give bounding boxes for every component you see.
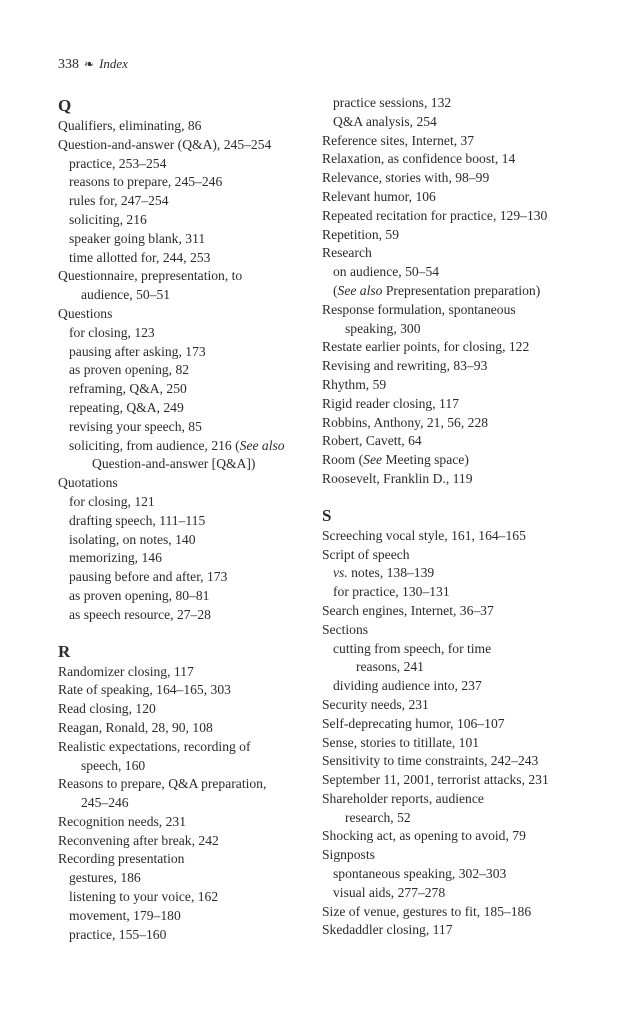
index-subentry: memorizing, 146 [69,550,162,566]
index-entry: Read closing, 120 [58,701,156,717]
index-entry: Security needs, 231 [322,696,429,712]
index-subentry: as proven opening, 82 [69,362,190,378]
index-subentry: as proven opening, 80–81 [69,587,210,603]
index-entry: Sections [322,621,369,637]
index-subentry: reasons to prepare, 245–246 [69,174,223,190]
index-entry: Reagan, Ronald, 28, 90, 108 [58,719,213,735]
index-entry: Restate earlier points, for closing, 122 [322,339,530,355]
index-subentry: rules for, 247–254 [69,193,169,209]
index-entry: Repeated recitation for practice, 129–130 [322,207,548,223]
index-subentry: pausing before and after, 173 [69,569,228,585]
index-entry-continuation: speech, 160 [81,757,146,773]
index-entry: Rate of speaking, 164–165, 303 [58,682,231,698]
index-entry: Recognition needs, 231 [58,813,186,829]
see-label: See [363,452,383,468]
index-entry: Randomizer closing, 117 [58,663,194,679]
index-subentry: (See also Prepresentation preparation) [333,282,541,298]
index-subentry: vs. notes, 138–139 [333,565,435,581]
index-entry: Search engines, Internet, 36–37 [322,602,494,618]
index-entry: Reasons to prepare, Q&A preparation, [58,776,267,792]
index-entry: Qualifiers, eliminating, 86 [58,118,202,133]
index-entry-continuation: 245–246 [81,795,129,811]
index-entry: Recording presentation [58,851,185,867]
index-subentry: gestures, 186 [69,870,141,886]
index-entry: Relevant humor, 106 [322,188,436,204]
index-entry: Reference sites, Internet, 37 [322,132,475,148]
section-letter-s: S [322,505,332,525]
index-subentry: time allotted for, 244, 253 [69,249,211,265]
index-entry: Sensitivity to time constraints, 242–243 [322,753,539,769]
index-subentry: reframing, Q&A, 250 [69,381,187,397]
index-entry: Screeching vocal style, 161, 164–165 [322,527,526,543]
index-entry: Shocking act, as opening to avoid, 79 [322,828,526,844]
fleuron-icon: ❧ [84,57,95,71]
index-entry: Self-deprecating humor, 106–107 [322,715,505,731]
see-also-label: See also [239,437,285,453]
index-subentry: for closing, 121 [69,493,155,509]
index-column-left [58,94,310,944]
index-entry-continuation: audience, 50–51 [81,287,171,303]
index-entry: Questionnaire, prepresentation, to [58,268,243,284]
index-entry: Signposts [322,847,375,863]
index-entry: Questions [58,305,113,321]
index-subentry: cutting from speech, for time [333,640,492,656]
index-entry-continuation: Question-and-answer [Q&A]) [92,456,256,472]
section-letter-q: Q [58,96,72,115]
index-subentry: practice, 155–160 [69,926,167,942]
index-entry-continuation: research, 52 [345,809,411,825]
index-subentry: on audience, 50–54 [333,264,440,280]
index-subentry: repeating, Q&A, 249 [69,399,184,415]
versus-label: vs. [333,565,348,581]
index-entry: Sense, stories to titillate, 101 [322,734,480,750]
index-subentry: pausing after asking, 173 [69,343,206,359]
index-entry: Quotations [58,475,118,491]
running-head [58,55,128,74]
index-entry: Script of speech [322,546,410,562]
index-entry: Room (See Meeting space) [322,452,469,468]
index-subentry: movement, 179–180 [69,907,181,923]
index-subentry: for practice, 130–131 [333,584,450,600]
index-subentry: revising your speech, 85 [69,418,202,434]
index-entry: Rhythm, 59 [322,376,387,392]
index-entry: Relevance, stories with, 98–99 [322,170,490,186]
index-entry: Rigid reader closing, 117 [322,395,459,411]
index-entry: Roosevelt, Franklin D., 119 [322,470,473,486]
index-entry-continuation: reasons, 241 [356,659,424,675]
see-also-label: See also [337,282,383,298]
index-entry: Robert, Cavett, 64 [322,433,422,449]
index-entry: Research [322,245,372,261]
index-subentry: as speech resource, 27–28 [69,606,211,622]
index-entry: Relaxation, as confidence boost, 14 [322,151,516,167]
index-subentry: isolating, on notes, 140 [69,531,196,547]
index-entry: Question-and-answer (Q&A), 245–254 [58,136,272,152]
index-entry: Robbins, Anthony, 21, 56, 228 [322,414,489,430]
index-subentry: speaker going blank, 311 [69,230,206,246]
index-entry: Response formulation, spontaneous [322,301,516,317]
index-subentry: spontaneous speaking, 302–303 [333,866,507,882]
index-subentry: soliciting, 216 [69,211,147,227]
index-entry: September 11, 2001, terrorist attacks, 231 [322,772,549,788]
index-entry: Revising and rewriting, 83–93 [322,358,488,374]
section-letter-r: R [58,641,71,661]
section-title: Index [99,56,128,71]
index-subentry: practice sessions, 132 [333,95,452,110]
index-subentry: for closing, 123 [69,324,155,340]
index-entry: Realistic expectations, recording of [58,738,251,754]
index-column-right [322,94,572,940]
index-entry: Reconvening after break, 242 [58,832,219,848]
index-subentry: soliciting, from audience, 216 (See also [69,437,285,453]
index-entry: Repetition, 59 [322,226,400,242]
page-number: 338 [58,57,79,72]
index-subentry: visual aids, 277–278 [333,884,446,900]
index-entry: Size of venue, gestures to fit, 185–186 [322,903,532,919]
index-entry: Skedaddler closing, 117 [322,922,453,938]
index-entry: Shareholder reports, audience [322,790,484,806]
index-subentry: practice, 253–254 [69,155,167,171]
index-subentry: Q&A analysis, 254 [333,113,437,129]
index-subentry: dividing audience into, 237 [333,678,482,694]
index-subentry: listening to your voice, 162 [69,889,219,905]
index-entry-continuation: speaking, 300 [345,320,421,336]
index-subentry: drafting speech, 111–115 [69,512,206,528]
